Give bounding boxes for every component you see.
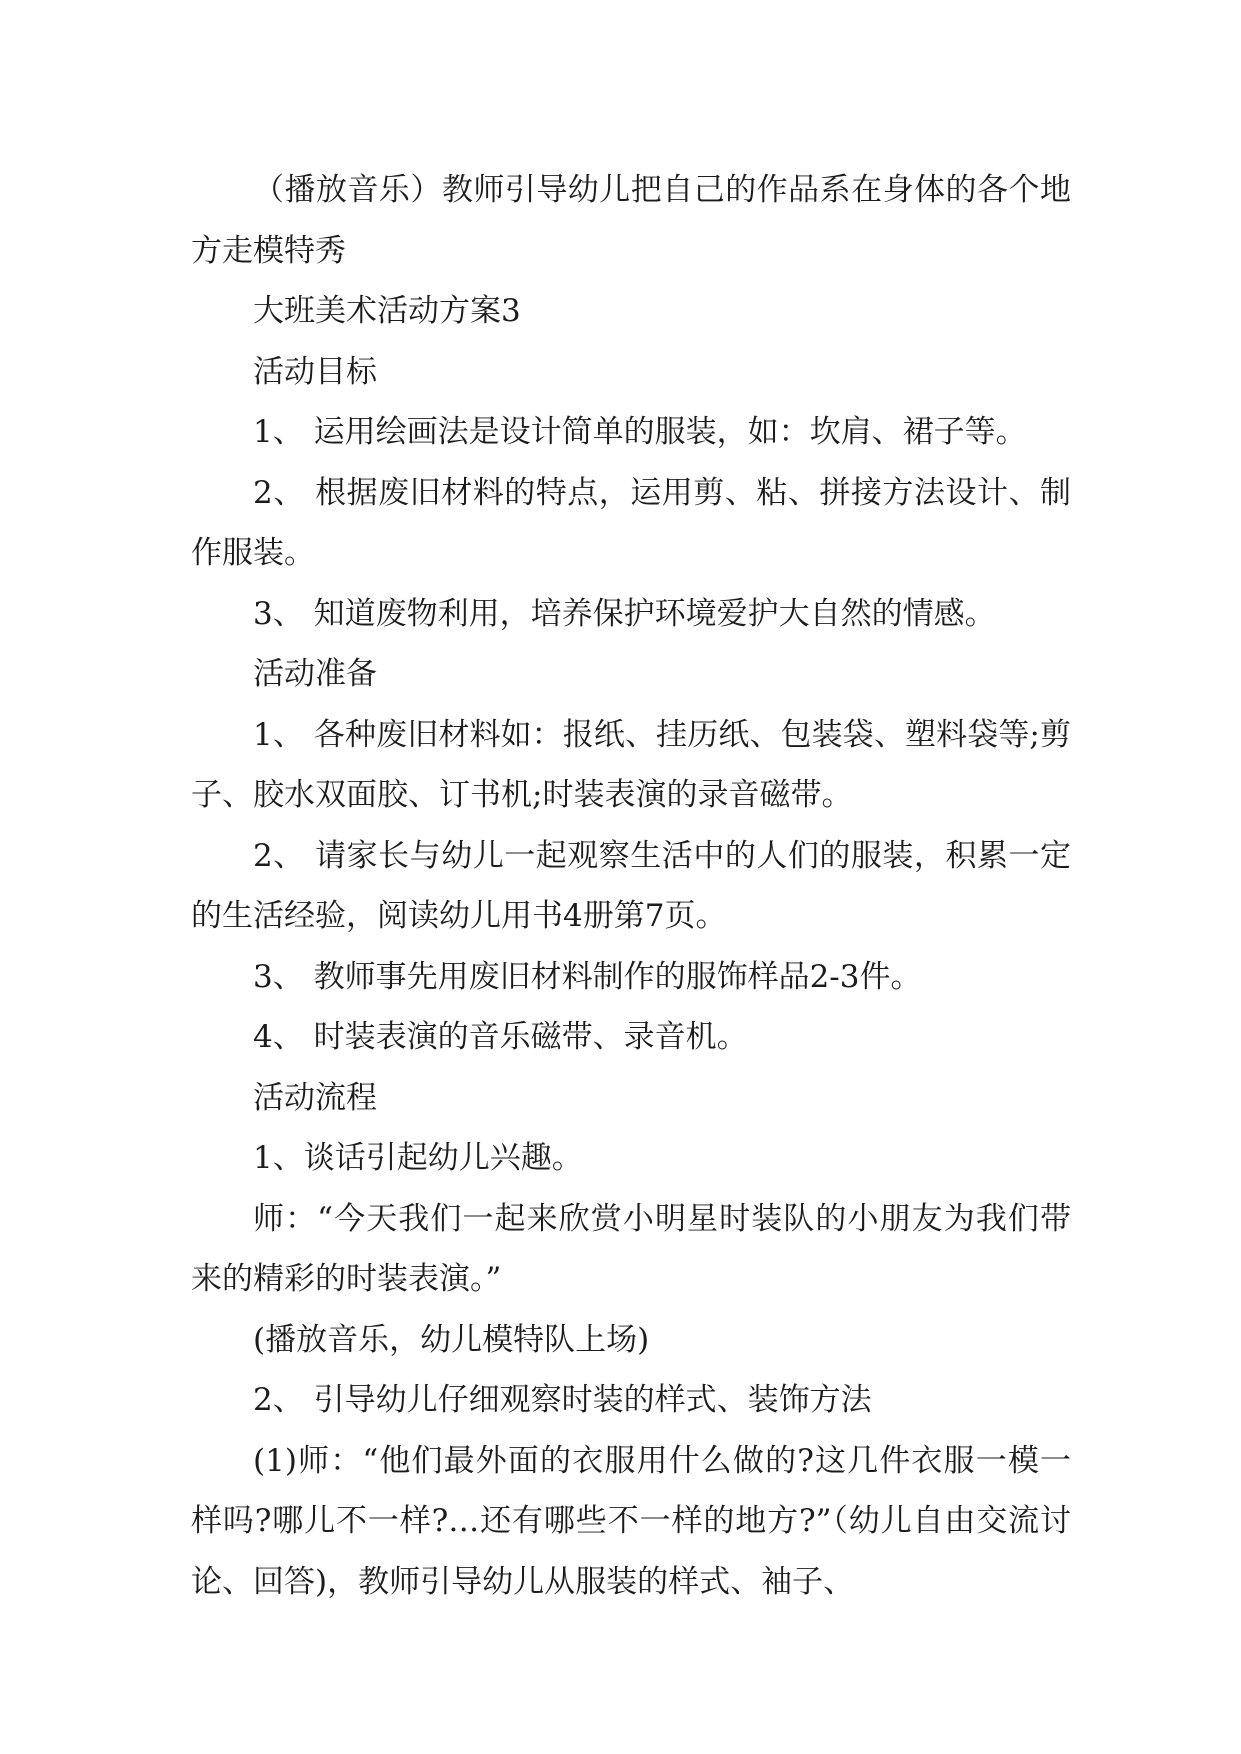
prep-item-1: 1、 各种废旧材料如：报纸、挂历纸、包装袋、塑料袋等;剪子、胶水双面胶、订书机;时装表演的录音磁带。 — [191, 716, 1071, 813]
prep-item-4: 4、 时装表演的音乐磁带、录音机。 — [253, 1019, 748, 1055]
goal-item-2: 2、 根据废旧材料的特点，运用剪、粘、拼接方法设计、制作服装。 — [191, 474, 1071, 571]
stage-direction: (播放音乐，幼儿模特队上场) — [253, 1321, 650, 1358]
heading-activity-preparation: 活动准备 — [253, 656, 377, 692]
process-step-2: 2、 引导幼儿仔细观察时装的样式、装饰方法 — [253, 1382, 872, 1418]
process-step-2-sub-1: (1)师：“他们最外面的衣服用什么做的?这几件衣服一模一样吗?哪儿不一样?…还有哪些不一样的地方?”（幼儿自由交流讨论、回答)，教师引导幼儿从服装的样式、袖子、 — [191, 1442, 1071, 1600]
prep-item-3: 3、 教师事先用废旧材料制作的服饰样品2-3件。 — [253, 958, 922, 995]
process-step-1: 1、谈话引起幼儿兴趣。 — [253, 1140, 583, 1176]
section-title: 大班美术活动方案3 — [253, 293, 521, 329]
heading-activity-process: 活动流程 — [253, 1079, 377, 1116]
goal-item-1: 1、 运用绘画法是设计简单的服装，如：坎肩、裙子等。 — [253, 414, 1027, 450]
goal-item-3: 3、 知道废物利用，培养保护环境爱护大自然的情感。 — [253, 595, 996, 632]
heading-activity-goals: 活动目标 — [253, 353, 377, 390]
paragraph-intro: （播放音乐）教师引导幼儿把自己的作品系在身体的各个地方走模特秀 — [191, 172, 1071, 269]
teacher-quote: 师：“今天我们一起来欣赏小明星时装队的小朋友为我们带来的精彩的时装表演。” — [191, 1200, 1071, 1297]
document-body — [191, 160, 1071, 1612]
prep-item-2: 2、 请家长与幼儿一起观察生活中的人们的服装，积累一定的生活经验，阅读幼儿用书4册第7页。 — [191, 837, 1071, 934]
